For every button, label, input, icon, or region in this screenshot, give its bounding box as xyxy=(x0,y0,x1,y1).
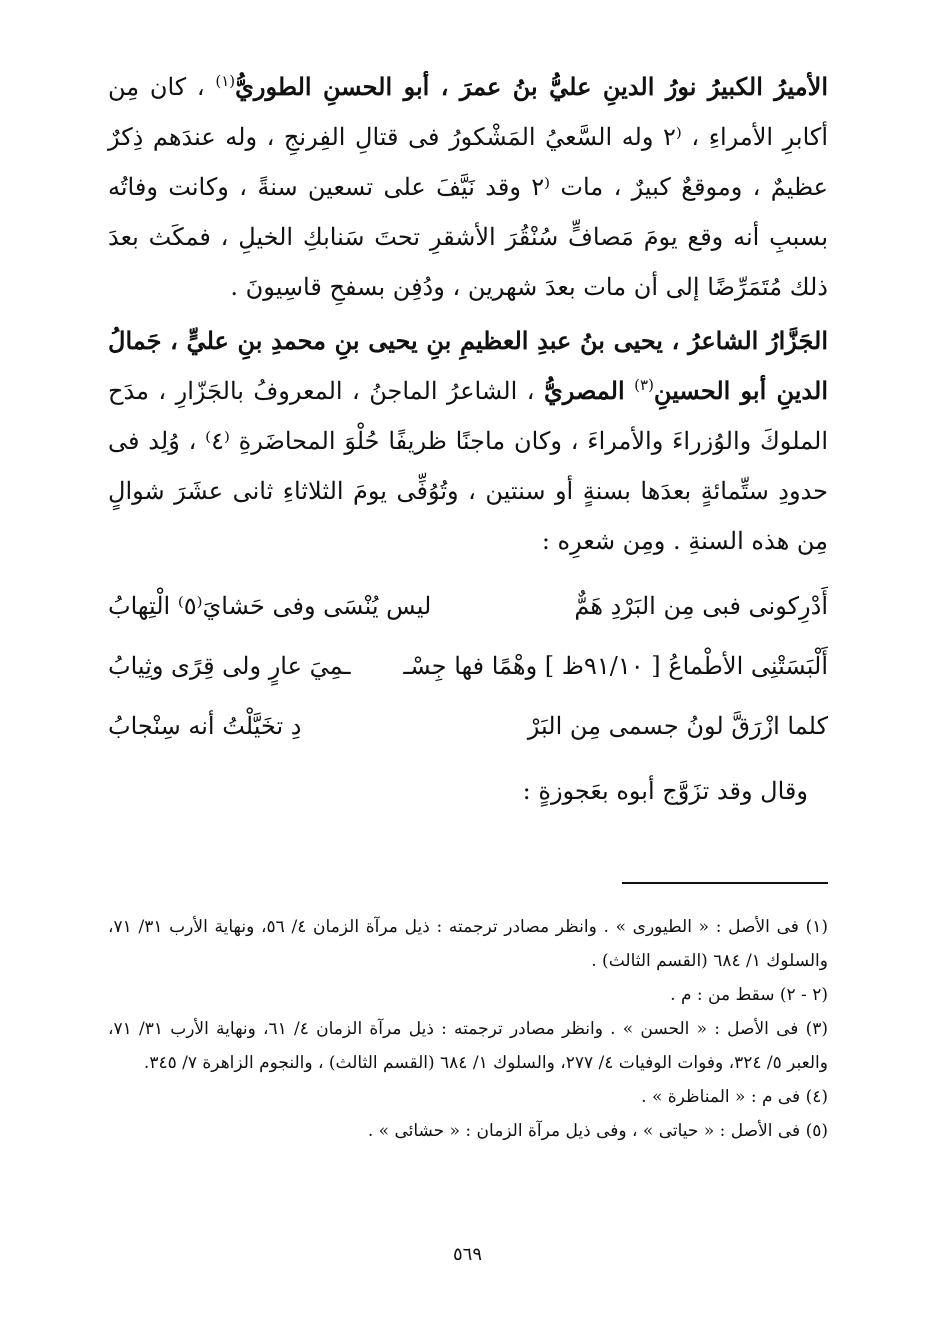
after-poem-line: وقال وقد تزَوَّج أبوه بعَجوزةٍ : xyxy=(522,777,808,805)
footnote-5: (٥) فى الأصل : « حياتى » ، وفى ذيل مرآة الزمان : « حشائى » . xyxy=(367,1121,828,1141)
footnote-3: (٣) فى الأصل : « الحسن » . وانظر مصادر ترجمته : ذيل مرآة الزمان ٤/ ٦١، ونهاية الأرب ٣١/ ٧١، والعبر ٥/ ٣٢٤، وفوات الوفيات ٤/ ٢٧٧، والسلوك ١/ ٦٨٤ (القسم الثالث) ، والنجوم الزاهرة ٧/ ٣٤٥. xyxy=(108,1019,828,1073)
footnotes xyxy=(108,910,828,1148)
footnote-divider xyxy=(622,882,828,884)
poem-verse xyxy=(108,696,828,756)
footnote-ref[interactable]: (٣) xyxy=(634,376,654,394)
page-number: ٥٦٩ xyxy=(452,1244,482,1265)
footnote-ref[interactable]: (١) xyxy=(215,72,236,90)
hemistich-first: أَدْرِكونى فبى مِن البَرْدِ هَمٌّ xyxy=(574,592,828,620)
entry-heading: الأميرُ الكبيرُ نورُ الدينِ عليُّ بنُ عمرَ ، أبو الحسنِ الطوريُّ xyxy=(235,72,828,101)
footnote-2: (٢ - ٢) سقط من : م . xyxy=(670,985,828,1005)
entry-text: ، الشاعرُ الماجنُ ، المعروفُ بالجَزّارِ ، مدَح الملوكَ والوُزراءَ والأمراءَ ، وكان ماجنًا ظريفًا حُلْوَ المحاضَرةِ ⁽٤⁾ ، وُلِد فى حدودِ ستِّمائةٍ بعدَها بسنةٍ أو سنتين ، وتُوُفِّى يومَ الثلاثاءِ ثانى عشَرَ شوالٍ مِن هذه السنةِ . ومِن شعرِه : xyxy=(108,377,828,555)
entry-heading: الجَزَّارُ الشاعرُ ، يحيى بنُ عبدِ العظيمِ بنِ يحيى بنِ محمدِ بنِ عليٍّ ، جَمالُ الدينِ أبو الحسينِ xyxy=(108,326,828,405)
entry-heading-nisba: المصريُّ xyxy=(543,376,625,405)
footnote-1: (١) فى الأصل : « الطيورى » . وانظر مصادر ترجمته : ذيل مرآة الزمان ٤/ ٥٦، ونهاية الأرب ٣١/ ٧١، والسلوك ١/ ٦٨٤ (القسم الثالث) . xyxy=(108,917,828,971)
page-body xyxy=(108,62,828,818)
entry-tuari xyxy=(108,62,828,312)
entry-text: ، كان مِن أكابرِ الأمراءِ ، ⁽٢ وله السَّعيُ المَشْكورُ فى قتالِ الفِرنجِ ، وله عندَهم ذِكرٌ عظيمٌ ، وموقعٌ كبيرٌ ، مات ⁽٢ وقد نَيَّفَ على تسعين سنةً ، وكانت وفاتُه بسببِ أنه وقع يومَ مَصافٍّ سُنْقُرَ الأشقرِ تحتَ سَنابكِ الخيلِ ، فمكَث بعدَ ذلك مُتَمَرِّضًا إلى أن مات بعدَ شهرين ، ودُفِن بسفحِ قاسِيونَ . xyxy=(108,73,828,301)
poem-verse xyxy=(108,636,828,696)
poem xyxy=(108,576,828,756)
footnote-4: (٤) فى م : « المناظرة » . xyxy=(641,1087,828,1107)
hemistich-first: كلما ازْرَقَّ لونُ جسمى مِن البَرْ xyxy=(527,712,828,740)
hemistich-first: أَلْبَسَتْنِى الأطْماعُ [ ٩١/١٠ظ ] وهْمًا فها جِسْـ xyxy=(403,652,828,680)
hemistich-second: ليس يُنْسَى وفى حَشايَ⁽٥⁾ الْتِهابُ xyxy=(108,592,432,620)
hemistich-second: ـمِيَ عارٍ ولى قِرًى وثِيابُ xyxy=(108,652,351,680)
hemistich-second: دِ تخَيَّلْتُ أنه سِنْجابُ xyxy=(108,712,302,740)
entry-jazzar xyxy=(108,316,828,566)
poem-verse xyxy=(108,576,828,636)
